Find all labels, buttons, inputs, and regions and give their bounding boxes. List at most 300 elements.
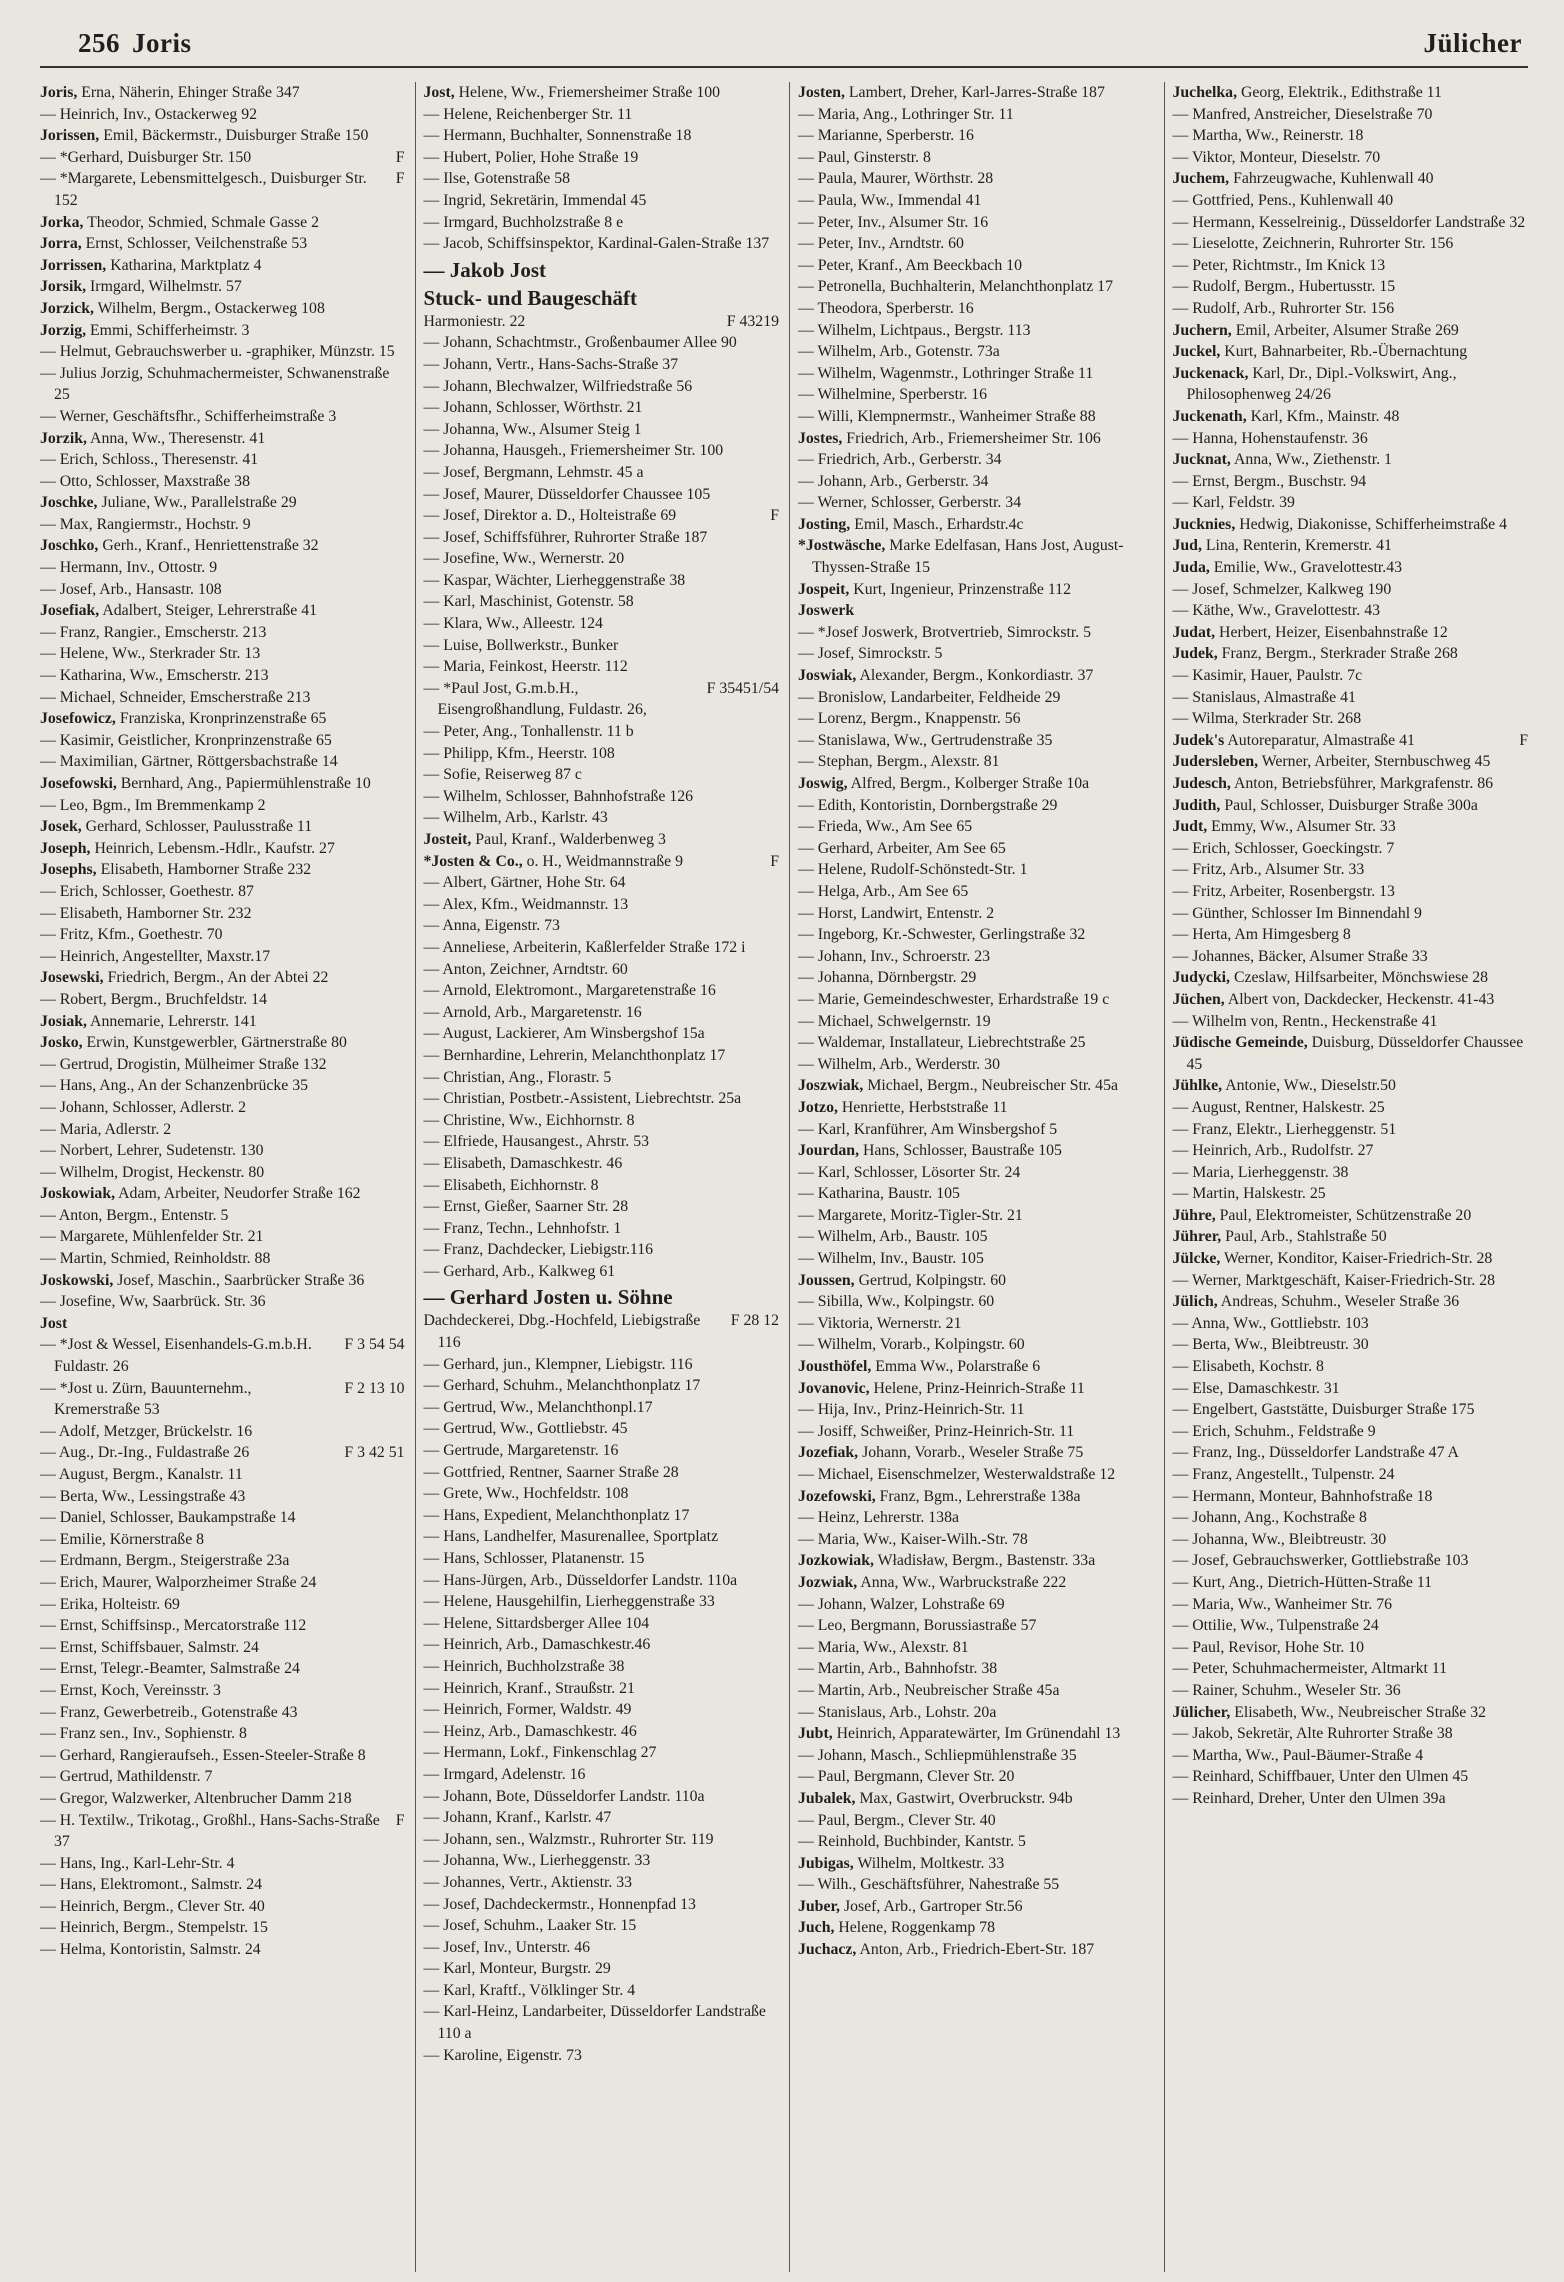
surname: Jucknat, [1172, 451, 1231, 469]
entry-text: — August, Lackierer, Am Winsbergshof 15a [423, 1025, 705, 1043]
entry-text: Kurt, Bahnarbeiter, Rb.-Übernachtung [1224, 343, 1468, 361]
entry-text: — Johann, Kranf., Karlstr. 47 [423, 1809, 612, 1827]
directory-entry [424, 1721, 780, 1743]
directory-entry [40, 1421, 405, 1443]
directory-entry [424, 1829, 780, 1851]
directory-entry [798, 1464, 1154, 1486]
directory-entry [40, 428, 405, 450]
column-2 [415, 82, 780, 2272]
surname: Juckel, [1172, 343, 1221, 361]
surname: Judt, [1172, 818, 1208, 836]
entry-text: Juliane, Ww., Parallelstraße 29 [101, 494, 297, 512]
entry-text: — Johanna, Ww., Bleibtreustr. 30 [1172, 1530, 1387, 1548]
directory-entry [798, 535, 1154, 578]
entry-text: — August, Bergm., Kanalstr. 11 [40, 1466, 243, 1483]
entry-text: — Fritz, Kfm., Goethestr. 70 [40, 926, 223, 944]
entry-text: — Frieda, Ww., Am See 65 [798, 818, 973, 836]
entry-text: Paul, Elektromeister, Schützenstraße 20 [1219, 1206, 1472, 1224]
entry-text: — Stephan, Bergm., Alexstr. 81 [798, 753, 1000, 771]
directory-entry [1173, 1615, 1529, 1637]
entry-text: — Maria, Adlerstr. 2 [40, 1120, 172, 1138]
directory-entry [40, 1097, 405, 1119]
directory-entry [424, 311, 780, 333]
directory-entry [798, 795, 1154, 817]
directory-entry [1173, 946, 1529, 968]
entry-text: — Heinrich, Angestellter, Maxstr.17 [40, 947, 271, 965]
entry-text: Paul, Kranf., Walderbenweg 3 [475, 831, 666, 848]
directory-entry [798, 1248, 1154, 1270]
page-number: 256 [78, 28, 120, 58]
entry-text: — Karl, Kraftf., Völklinger Str. 4 [423, 1981, 636, 1999]
directory-entry [1173, 1788, 1529, 1810]
entry-text: — Adolf, Metzger, Brückelstr. 16 [40, 1422, 253, 1440]
entry-text: — Johann, Schlosser, Adlerstr. 2 [40, 1098, 247, 1116]
entry-text: Gerhard, Schlosser, Paulusstraße 11 [85, 818, 313, 836]
entry-text: — *Jost u. Zürn, Bauunternehm., Kremerstraße 53 [40, 1379, 252, 1419]
entry-text: — Herta, Am Himgesberg 8 [1172, 926, 1351, 944]
entry-text: — Kasimir, Hauer, Paulstr. 7c [1172, 667, 1363, 685]
entry-text: — Peter, Richtmstr., Im Knick 13 [1172, 256, 1386, 274]
entry-text: Josef, Maschin., Saarbrücker Straße 36 [117, 1271, 365, 1289]
directory-entry [1173, 903, 1529, 925]
directory-entry [424, 721, 780, 743]
entry-text: — Margarete, Moritz-Tigler-Str. 21 [798, 1206, 1023, 1224]
entry-text: — Franz, Gewerbetreib., Gotenstraße 43 [40, 1703, 298, 1721]
entry-text: Antonie, Ww., Dieselstr.50 [1225, 1077, 1396, 1095]
directory-entry [1173, 363, 1529, 406]
entry-text: — Jacob, Schiffsinspektor, Kardinal-Galen-Straße 137 [423, 235, 770, 253]
directory-entry [424, 125, 780, 147]
directory-entry [798, 1356, 1154, 1378]
entry-text: — Wilhelm, Arb., Karlstr. 43 [423, 809, 608, 827]
entry-text: — Erdmann, Bergm., Steigerstraße 23a [40, 1552, 290, 1570]
directory-entry [40, 1896, 405, 1918]
directory-entry [424, 1505, 780, 1527]
entry-text: — Heinrich, Bergm., Stempelstr. 15 [40, 1919, 268, 1937]
directory-entry [424, 937, 780, 959]
directory-entry [1173, 1032, 1529, 1075]
directory-entry [40, 1378, 405, 1421]
entry-text: — Kaspar, Wächter, Lierheggenstraße 38 [423, 571, 686, 589]
directory-entry [424, 764, 780, 786]
entry-text: — Anton, Zeichner, Arndtstr. 60 [423, 960, 628, 978]
entry-text: — Martin, Halskestr. 25 [1172, 1185, 1326, 1203]
directory-entry [40, 730, 405, 752]
entry-text: — Anton, Bergm., Entenstr. 5 [40, 1206, 229, 1224]
directory-entry [40, 1442, 405, 1464]
directory-entry [40, 600, 405, 622]
entry-text: — Anna, Ww., Gottliebstr. 103 [1172, 1314, 1369, 1332]
directory-entry [40, 708, 405, 730]
surname: Juchern, [1172, 321, 1232, 339]
directory-entry [40, 341, 405, 363]
entry-text: — Reinhard, Schiffbauer, Unter den Ulmen 45 [1172, 1768, 1469, 1786]
directory-entry [1173, 1140, 1529, 1162]
directory-entry [1173, 233, 1529, 255]
directory-entry [424, 1915, 780, 1937]
surname: Jülich, [1172, 1293, 1218, 1311]
entry-text: — Josef, Schuhm., Laaker Str. 15 [423, 1917, 637, 1935]
entry-text: Elisabeth, Ww., Neubreischer Straße 32 [1234, 1703, 1487, 1721]
surname: Jozefiak, [798, 1444, 859, 1462]
directory-entry [424, 82, 780, 104]
entry-text: — Else, Damaschkestr. 31 [1172, 1379, 1340, 1397]
directory-entry [798, 406, 1154, 428]
directory-entry [40, 1615, 405, 1637]
entry-text: Franz, Bergm., Sterkrader Straße 268 [1221, 645, 1458, 663]
entry-text: — Daniel, Schlosser, Baukampstraße 14 [40, 1509, 296, 1527]
entry-text: — Stanislawa, Ww., Gertrudenstraße 35 [798, 731, 1053, 749]
entry-text: — Hubert, Polier, Hohe Straße 19 [423, 148, 639, 166]
entry-text: — Ingeborg, Kr.-Schwester, Gerlingstraße 32 [798, 926, 1086, 944]
entry-text: Lambert, Dreher, Karl-Jarres-Straße 187 [848, 84, 1105, 101]
directory-entry [1173, 579, 1529, 601]
phone-number: F [1519, 731, 1528, 749]
directory-entry [424, 354, 780, 376]
directory-entry [1173, 773, 1529, 795]
directory-entry [40, 1334, 405, 1377]
directory-entry [1173, 298, 1529, 320]
directory-entry [798, 1939, 1154, 1961]
directory-entry [1173, 104, 1529, 126]
directory-entry [798, 320, 1154, 342]
directory-entry [424, 1483, 780, 1505]
directory-entry [424, 1023, 780, 1045]
entry-text: Ernst, Schlosser, Veilchenstraße 53 [85, 235, 308, 253]
directory-entry [424, 462, 780, 484]
directory-entry [424, 1067, 780, 1089]
entry-text: o. H., Weidmannstraße 9 [526, 852, 683, 870]
directory-entry [1173, 471, 1529, 493]
entry-text: — Julius Jorzig, Schuhmachermeister, Schwanenstraße 25 [40, 364, 390, 404]
directory-entry [424, 1591, 780, 1613]
entry-text: — Hija, Inv., Prinz-Heinrich-Str. 11 [798, 1401, 1025, 1419]
entry-text: — Heinrich, Bergm., Clever Str. 40 [40, 1897, 265, 1915]
surname: Jost, [423, 84, 455, 101]
directory-entry [424, 1872, 780, 1894]
directory-entry [424, 168, 780, 190]
entry-text: — Edith, Kontoristin, Dornbergstraße 29 [798, 796, 1058, 814]
directory-entry [1173, 428, 1529, 450]
entry-text: — Maria, Ww., Alexstr. 81 [798, 1638, 969, 1656]
phone-number: F [395, 1811, 405, 1829]
directory-entry [40, 298, 405, 320]
entry-text: — Elfriede, Hausangest., Ahrstr. 53 [423, 1133, 649, 1151]
directory-entry [40, 946, 405, 968]
entry-text: Alfred, Bergm., Kolberger Straße 10a [850, 775, 1090, 792]
entry-text: — Martin, Arb., Neubreischer Straße 45a [798, 1681, 1060, 1699]
directory-entry [1173, 1421, 1529, 1443]
directory-entry [424, 1656, 780, 1678]
entry-text: Karl, Dr., Dipl.-Volkswirt, Ang., Philosophenweg 24/26 [1186, 364, 1457, 404]
directory-entry [424, 419, 780, 441]
directory-entry [40, 1572, 405, 1594]
entry-text: — Kurt, Ang., Dietrich-Hütten-Straße 11 [1172, 1573, 1433, 1591]
directory-entry [1173, 600, 1529, 622]
entry-text: — Erich, Schlosser, Goeckingstr. 7 [1172, 839, 1395, 857]
directory-entry [424, 829, 780, 851]
entry-text: — Paula, Maurer, Wörthstr. 28 [798, 170, 994, 188]
entry-text: — Maria, Ww., Kaiser-Wilh.-Str. 78 [798, 1530, 1028, 1548]
surname: Josteit, [423, 831, 472, 848]
directory-entry [798, 1183, 1154, 1205]
entry-text: — Johanna, Ww., Lierheggenstr. 33 [423, 1852, 651, 1870]
directory-entry [798, 665, 1154, 687]
directory-entry [1173, 1723, 1529, 1745]
directory-entry [1173, 967, 1529, 989]
directory-entry [798, 1594, 1154, 1616]
surname: Jorissen, [40, 127, 100, 145]
surname: Judat, [1172, 623, 1216, 641]
firm-entry [424, 257, 780, 283]
directory-entry [424, 1462, 780, 1484]
directory-entry [40, 82, 405, 104]
entry-text: — Erich, Schlosser, Goethestr. 87 [40, 882, 254, 900]
directory-entry [798, 1054, 1154, 1076]
entry-text: — Leo, Bergmann, Borussiastraße 57 [798, 1617, 1037, 1635]
header-first-entry: Joris [132, 28, 192, 58]
entry-text: — Gottfried, Pens., Kuhlenwall 40 [1172, 191, 1394, 209]
entry-text: Werner, Arbeiter, Sternbuschweg 45 [1261, 753, 1491, 771]
directory-entry [424, 376, 780, 398]
entry-text: Gertrud, Kolpingstr. 60 [858, 1271, 1007, 1289]
directory-entry [40, 1745, 405, 1767]
directory-entry [798, 514, 1154, 536]
directory-entry [1173, 190, 1529, 212]
entry-text: Helene, Prinz-Heinrich-Straße 11 [873, 1379, 1085, 1397]
surname: Joussen, [798, 1271, 855, 1289]
directory-entry [40, 363, 405, 406]
directory-entry [798, 1442, 1154, 1464]
directory-entry [798, 989, 1154, 1011]
directory-entry [40, 1637, 405, 1659]
directory-entry [40, 1248, 405, 1270]
entry-text: — Emilie, Körnerstraße 8 [40, 1530, 205, 1548]
directory-entry [1173, 125, 1529, 147]
directory-entry [424, 2001, 780, 2044]
directory-entry [40, 104, 405, 126]
entry-text: Paul, Arb., Stahlstraße 50 [1225, 1228, 1387, 1246]
entry-text: — Maria, Lierheggenstr. 38 [1172, 1163, 1349, 1181]
entry-text: — Hans, Landhelfer, Masurenallee, Sportplatz [423, 1528, 719, 1546]
directory-entry [40, 1140, 405, 1162]
directory-entry [40, 1011, 405, 1033]
directory-entry [40, 406, 405, 428]
directory-entry [1173, 1119, 1529, 1141]
entry-text: — Josef, Arb., Hansastr. 108 [40, 580, 222, 598]
entry-text: — Kasimir, Geistlicher, Kronprinzenstraße 65 [40, 731, 332, 749]
directory-entry [424, 1354, 780, 1376]
entry-text: Katharina, Marktplatz 4 [110, 256, 262, 274]
surname: Jubalek, [798, 1789, 856, 1807]
surname: Josko, [40, 1034, 83, 1052]
directory-entry [798, 1421, 1154, 1443]
entry-text: — Maria, Ww., Wanheimer Str. 76 [1172, 1595, 1393, 1613]
entry-text: Emil, Arbeiter, Alsumer Straße 269 [1235, 321, 1459, 339]
entry-text: — Hermann, Monteur, Bahnhofstraße 18 [1172, 1487, 1433, 1505]
entry-text: — Jakob Jost [423, 257, 547, 282]
directory-entry [798, 1378, 1154, 1400]
entry-text: — Karl, Monteur, Burgstr. 29 [423, 1960, 611, 1978]
directory-entry [424, 915, 780, 937]
directory-entry [424, 1742, 780, 1764]
surname: Jüchen, [1172, 990, 1225, 1008]
directory-entry [40, 1119, 405, 1141]
phone-number: F 3 42 51 [344, 1444, 405, 1462]
entry-text: Georg, Elektrik., Edithstraße 11 [1240, 84, 1442, 101]
entry-text: — Irmgard, Adelenstr. 16 [423, 1765, 586, 1783]
entry-text: Heinrich, Apparatewärter, Im Grünendahl 13 [836, 1725, 1121, 1743]
directory-entry [424, 613, 780, 635]
entry-text: — *Gerhard, Duisburger Str. 150 [40, 148, 252, 166]
directory-entry [798, 1637, 1154, 1659]
entry-text: Erna, Näherin, Ehinger Straße 347 [81, 84, 300, 101]
entry-text: — Josef, Schmelzer, Kalkweg 190 [1172, 580, 1392, 598]
entry-text: — Wilh., Geschäftsführer, Nahestraße 55 [798, 1876, 1060, 1894]
entry-text: — Martha, Ww., Paul-Bäumer-Straße 4 [1172, 1746, 1424, 1764]
directory-entry [798, 168, 1154, 190]
directory-entry [1173, 212, 1529, 234]
directory-entry [424, 1570, 780, 1592]
phone-number: F 3 54 54 [344, 1336, 405, 1354]
directory-entry [424, 1786, 780, 1808]
entry-text: — Franz, Angestellt., Tulpenstr. 24 [1172, 1466, 1395, 1483]
directory-entry [424, 851, 780, 873]
directory-entry [798, 903, 1154, 925]
page-header [40, 28, 1528, 68]
entry-text: — Peter, Inv., Arndtstr. 60 [798, 235, 964, 253]
header-last-entry: Jülicher [1423, 28, 1522, 58]
entry-text: — Hans, Schlosser, Platanenstr. 15 [423, 1550, 645, 1567]
entry-text: — Peter, Inv., Alsumer Str. 16 [798, 213, 989, 231]
directory-entry [424, 1218, 780, 1240]
entry-text: — Katharina, Baustr. 105 [798, 1185, 960, 1203]
surname: Jorra, [40, 235, 82, 253]
directory-entry [798, 1680, 1154, 1702]
directory-entry [1173, 1745, 1529, 1767]
entry-text: — Maximilian, Gärtner, Röttgersbachstraße 14 [40, 753, 338, 771]
surname: Jühlke, [1172, 1077, 1223, 1095]
entry-text: — Elisabeth, Hamborner Str. 232 [40, 904, 252, 922]
entry-text: Franziska, Kronprinzenstraße 65 [119, 710, 327, 728]
directory-entry [798, 298, 1154, 320]
surname: Josefowski, [40, 775, 117, 792]
surname: Joswig, [798, 775, 848, 792]
directory-entry [40, 687, 405, 709]
entry-text: — Philipp, Kfm., Heerstr. 108 [423, 744, 615, 762]
phone-number: F 2 13 10 [344, 1379, 405, 1397]
directory-entry [40, 320, 405, 342]
directory-entry [424, 1937, 780, 1959]
entry-text: — Josiff, Schweißer, Prinz-Heinrich-Str. 11 [798, 1422, 1075, 1440]
entry-text: Emmy, Ww., Alsumer Str. 33 [1211, 818, 1396, 836]
directory-entry [798, 1896, 1154, 1918]
entry-text: — Elisabeth, Kochstr. 8 [1172, 1358, 1324, 1376]
directory-entry [424, 1634, 780, 1656]
directory-entry [1173, 168, 1529, 190]
directory-entry [1173, 1702, 1529, 1724]
surname: Jospeit, [798, 580, 850, 598]
directory-entry [798, 1723, 1154, 1745]
directory-entry [798, 492, 1154, 514]
entry-text: — Stanislaus, Arb., Lohstr. 20a [798, 1703, 997, 1721]
entry-text: — Helene, Ww., Sterkrader Str. 13 [40, 645, 261, 663]
entry-text: — Franz, Elektr., Lierheggenstr. 51 [1172, 1120, 1397, 1138]
directory-entry [1173, 1572, 1529, 1594]
entry-text: — Wilhelm von, Rentn., Heckenstraße 41 [1172, 1012, 1438, 1030]
entry-text: — Stanislaus, Almastraße 41 [1172, 688, 1356, 706]
entry-text: — Peter, Ang., Tonhallenstr. 11 b [423, 723, 634, 741]
entry-text: — Martha, Ww., Reinerstr. 18 [1172, 127, 1364, 145]
directory-entry [40, 514, 405, 536]
entry-text: — Wilhelmine, Sperberstr. 16 [798, 386, 988, 404]
entry-text: Adam, Arbeiter, Neudorfer Straße 162 [118, 1185, 361, 1203]
surname: Jourdan, [798, 1142, 860, 1160]
entry-text: — Wilhelm, Inv., Baustr. 105 [798, 1250, 984, 1268]
surname: Jucknies, [1172, 515, 1236, 533]
directory-entry [424, 1088, 780, 1110]
entry-text: — Karl, Maschinist, Gotenstr. 58 [423, 593, 634, 611]
directory-entry [40, 881, 405, 903]
entry-text: — Franz sen., Inv., Sophienstr. 8 [40, 1725, 247, 1743]
directory-entry [1173, 320, 1529, 342]
directory-entry [1173, 1313, 1529, 1335]
entry-text: — Gregor, Walzwerker, Altenbrucher Damm 218 [40, 1789, 352, 1807]
entry-text: — Helma, Kontoristin, Salmstr. 24 [40, 1941, 261, 1959]
directory-entry [424, 656, 780, 678]
directory-entry [424, 505, 780, 527]
entry-text: Anton, Arb., Friedrich-Ebert-Str. 187 [859, 1941, 1095, 1959]
surname: Jozkowiak, [798, 1552, 874, 1570]
directory-entry [798, 1874, 1154, 1896]
entry-text: — Johann, Vertr., Hans-Sachs-Straße 37 [423, 355, 679, 373]
directory-entry [424, 190, 780, 212]
directory-entry [798, 579, 1154, 601]
entry-text: Czeslaw, Hilfsarbeiter, Mönchswiese 28 [1233, 969, 1489, 987]
directory-entry [40, 795, 405, 817]
column-3 [789, 82, 1154, 2272]
entry-text: — Wilhelm, Drogist, Heckenstr. 80 [40, 1163, 265, 1181]
surname: Jotzo, [798, 1098, 838, 1116]
directory-entry [40, 147, 405, 169]
entry-text: — Ingrid, Sekretärin, Immendal 45 [423, 191, 647, 209]
entry-text: — Erich, Schuhm., Feldstraße 9 [1172, 1422, 1376, 1440]
entry-text: — Hermann, Lokf., Finkenschlag 27 [423, 1744, 657, 1762]
directory-entry [798, 881, 1154, 903]
directory-entry [798, 104, 1154, 126]
directory-entry [1173, 406, 1529, 428]
entry-text: — Lorenz, Bergm., Knappenstr. 56 [798, 710, 1021, 728]
directory-entry [798, 967, 1154, 989]
entry-text: — Heinrich, Buchholzstraße 38 [423, 1657, 625, 1675]
directory-entry [1173, 859, 1529, 881]
entry-text: — Käthe, Ww., Gravelottestr. 43 [1172, 602, 1381, 620]
directory-entry [798, 190, 1154, 212]
directory-entry [798, 1615, 1154, 1637]
surname: Josephs, [40, 861, 97, 879]
directory-columns [40, 82, 1528, 2272]
directory-entry [40, 622, 405, 644]
entry-text: — Ernst, Bergm., Buschstr. 94 [1172, 472, 1367, 490]
entry-text: — Maria, Feinkost, Heerstr. 112 [423, 658, 628, 676]
directory-entry [424, 440, 780, 462]
surname-heading [798, 600, 1154, 622]
entry-text: — Hermann, Kesselreinig., Düsseldorfer Landstraße 32 [1172, 213, 1526, 231]
directory-entry [40, 579, 405, 601]
entry-text: — Johann, Arb., Gerberstr. 34 [798, 472, 989, 490]
surname: Jorrissen, [40, 256, 107, 274]
entry-text: — Rudolf, Bergm., Hubertusstr. 15 [1172, 278, 1396, 296]
